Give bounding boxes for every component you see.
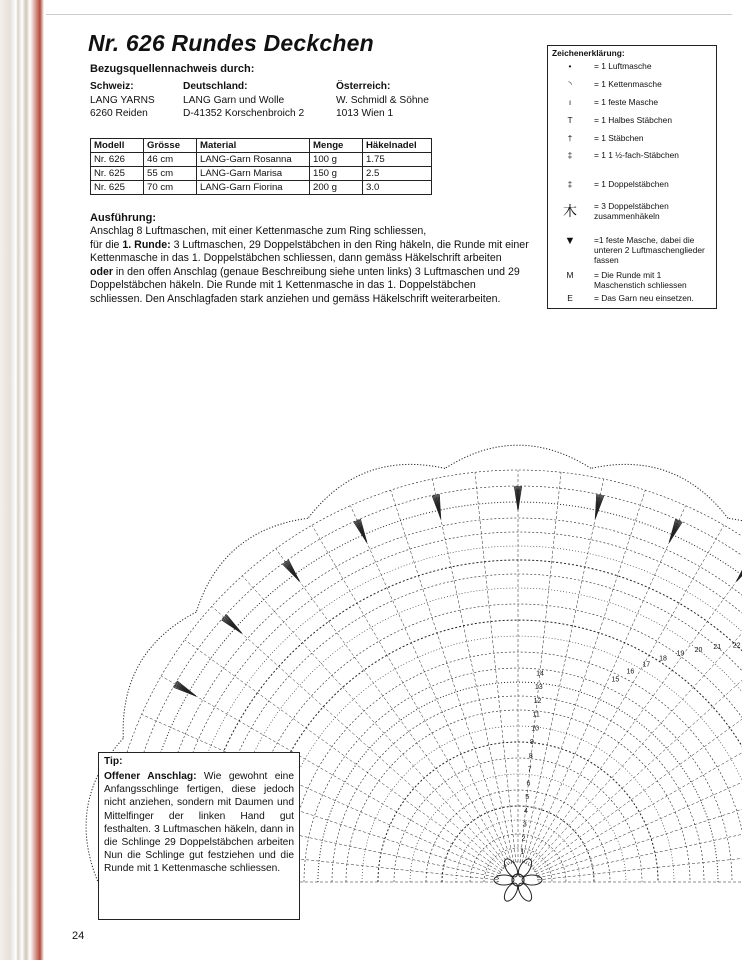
instruction-text: in den offen Anschlag (genaue Beschreibung siehe unten links) 3 Luftmaschen und 29 Doppelstäbchen häkeln. Die Runde mit 1 Kettenmasche in das 1. Doppelstäbchen schliessen. Den Anschlagfaden stark anziehen und gemäss Häkelschrift weiterarbeiten. <box>90 265 520 305</box>
chart-spoke <box>522 479 604 862</box>
round-number-label: 2 <box>521 835 526 843</box>
round-label: 1. Runde: <box>122 238 171 251</box>
legend-text: = Das Garn neu einsetzen. <box>594 293 694 303</box>
col-header: Material <box>197 139 310 153</box>
table-cell: 2.5 <box>363 167 432 181</box>
chart-spoke <box>528 525 724 864</box>
chart-scallop <box>445 445 591 468</box>
chart-spoke <box>534 640 742 870</box>
source-line: D-41352 Korschenbroich 2 <box>183 108 305 119</box>
legend-text: = Die Runde mit 1 Maschenstich schliessen <box>594 270 687 290</box>
chart-spoke <box>520 472 561 862</box>
source-line: LANG Garn und Wolle <box>183 94 285 106</box>
source-line: W. Schmidl & Söhne <box>336 94 429 106</box>
chart-scallop <box>591 464 728 518</box>
round-number-label: 10 <box>531 725 540 733</box>
source-country: Deutschland: <box>183 81 248 92</box>
round-number-label: 6 <box>526 780 531 788</box>
instruction-paragraph <box>90 239 530 266</box>
source-deutschland <box>183 80 304 121</box>
drei-doppelstaebchen-icon: 木 <box>563 203 577 219</box>
source-country: Österreich: <box>336 81 391 92</box>
table-cell: Nr. 625 <box>91 167 144 181</box>
legend-heading: Zeichenerklärung: <box>552 48 625 58</box>
source-line: 1013 Wien 1 <box>336 108 394 119</box>
tip-body: Wie gewohnt eine Anfangsschlinge fertigen, diese jedoch nicht anziehen, sondern mit Daumen und Mittelfinger der linken Hand gut festhalten. 3 Luftmaschen häkeln, dann in die Schlinge 29 Doppelstäbchen arbeiten Nun die Schlinge gut festziehen und die Runde mit 1 Kettenmasche schliessen. <box>104 771 294 875</box>
legend-text: =1 feste Masche, dabei die unteren 2 Luftmaschenglieder fassen <box>594 235 705 265</box>
chart-spoke <box>350 506 509 864</box>
page-title: Nr. 626 Rundes Deckchen <box>88 30 374 56</box>
round-number-label: 14 <box>536 670 544 678</box>
chart-ring <box>272 636 742 882</box>
round-number-label: 18 <box>659 655 667 663</box>
m-icon: M <box>566 270 574 280</box>
source-line: LANG YARNS <box>90 94 155 106</box>
table-cell: 150 g <box>310 167 363 181</box>
round-number-label: 15 <box>611 676 620 684</box>
source-heading: Bezugsquellennachweis durch: <box>90 63 255 75</box>
table-header-row <box>91 139 432 153</box>
source-country: Schweiz: <box>90 81 134 92</box>
kettenmasche-arc-icon: ◝ <box>568 79 572 89</box>
crochet-chart-diagram <box>238 362 741 924</box>
table-cell: 46 cm <box>144 153 197 167</box>
instructions-body <box>90 225 530 306</box>
instruction-text: 3 Luftmaschen, 29 Doppelstäbchen in den Ring häkeln, die Runde mit einer Kettenmasche in das 1. Doppelstäbchen schliessen, dann gemäss Häkelschrift arbeiten <box>90 238 529 264</box>
luftmasche-dot-icon: • <box>568 61 572 71</box>
chart-spoke <box>391 490 512 863</box>
instruction-paragraph <box>90 266 530 307</box>
legend-text: = 1 Doppelstäbchen <box>594 179 669 189</box>
round-number-label: 7 <box>527 766 532 774</box>
round-number-label: 16 <box>626 668 635 676</box>
symbol-legend <box>547 45 717 309</box>
table-cell: 100 g <box>310 153 363 167</box>
tip-box <box>98 752 300 920</box>
table-cell: LANG-Garn Marisa <box>197 167 310 181</box>
legend-text: = 3 Doppelstäbchen zusammenhäkeln <box>594 201 669 221</box>
table-cell: 1.75 <box>363 153 432 167</box>
col-header: Häkelnadel <box>363 139 432 153</box>
round-number-label: 20 <box>694 646 703 654</box>
center-petal <box>502 881 521 903</box>
col-header: Grösse <box>144 139 197 153</box>
halbes-staebchen-icon: T <box>567 115 573 125</box>
round-number-label: 8 <box>528 752 533 760</box>
feste-masche-icon: ı <box>568 97 572 107</box>
tip-text <box>104 770 294 876</box>
round-number-label: 19 <box>676 650 685 658</box>
table-cell: 200 g <box>310 181 363 195</box>
table-cell: LANG-Garn Rosanna <box>197 153 310 167</box>
round-number-label: 22 <box>732 642 741 650</box>
table-cell: 70 cm <box>144 181 197 195</box>
triangle-down-icon: ▼ <box>564 235 576 247</box>
spec-table <box>90 138 432 195</box>
round-number-label: 12 <box>533 697 542 705</box>
round-number-label: 9 <box>530 739 534 747</box>
round-number-label: 1 <box>520 849 525 857</box>
table-cell: LANG-Garn Fiorina <box>197 181 310 195</box>
chart-scallop <box>728 518 742 612</box>
instruction-paragraph: Anschlag 8 Luftmaschen, mit einer Kettenmasche zum Ring schliessen, <box>90 225 427 237</box>
tip-heading: Tip: <box>104 756 123 767</box>
round-number-label: 21 <box>713 644 722 652</box>
col-header: Modell <box>91 139 144 153</box>
table-row <box>91 181 432 195</box>
instructions-heading: Ausführung: <box>90 212 156 224</box>
table-row <box>91 167 432 181</box>
chart-ring <box>484 848 552 882</box>
source-schweiz <box>90 80 155 121</box>
round-number-label: 17 <box>642 661 651 669</box>
center-petal <box>516 881 535 903</box>
book-spine <box>0 0 46 960</box>
doppelstaebchen-icon: ‡ <box>567 179 573 189</box>
round-number-label: 4 <box>524 807 528 815</box>
legend-text: = 1 Kettenmasche <box>594 79 662 89</box>
round-number-label: 3 <box>522 821 527 829</box>
legend-text: = 1 feste Masche <box>594 97 659 107</box>
col-header: Menge <box>310 139 363 153</box>
table-row <box>91 153 432 167</box>
or-label: oder <box>90 265 113 278</box>
source-oesterreich <box>336 80 429 121</box>
chart-spoke <box>475 472 516 862</box>
legend-text: = 1 Luftmasche <box>594 61 652 71</box>
staebchen-icon: † <box>567 133 573 143</box>
center-petal <box>516 857 535 879</box>
round-number-label: 13 <box>534 684 543 692</box>
table-cell: 55 cm <box>144 167 197 181</box>
e-icon: E <box>567 293 573 303</box>
chart-spoke <box>527 549 742 866</box>
chart-spoke <box>536 714 742 873</box>
legend-text: = 1 Stäbchen <box>594 133 644 143</box>
chart-spoke <box>526 506 685 864</box>
source-line: 6260 Reiden <box>90 108 148 119</box>
table-cell: 3.0 <box>363 181 432 195</box>
table-cell: Nr. 626 <box>91 153 144 167</box>
instruction-text: für die <box>90 238 123 251</box>
chart-spoke <box>312 525 508 864</box>
chart-spoke <box>533 606 742 868</box>
legend-text: = 1 Halbes Stäbchen <box>594 115 672 125</box>
legend-text: = 1 1 ½-fach-Stäbchen <box>594 150 679 160</box>
center-petal <box>502 857 521 879</box>
eineinhalbfach-staebchen-icon: ‡ <box>567 150 573 160</box>
chart-scallop <box>123 612 196 738</box>
round-number-label: 5 <box>525 794 530 802</box>
chart-spoke <box>432 479 514 862</box>
chart-scallop <box>308 464 445 518</box>
round-number-label: 11 <box>532 711 540 719</box>
page-top-rule <box>46 14 732 15</box>
tip-bold-label: Offener Anschlag: <box>104 771 197 782</box>
table-cell: Nr. 625 <box>91 181 144 195</box>
page-number: 24 <box>72 930 85 942</box>
